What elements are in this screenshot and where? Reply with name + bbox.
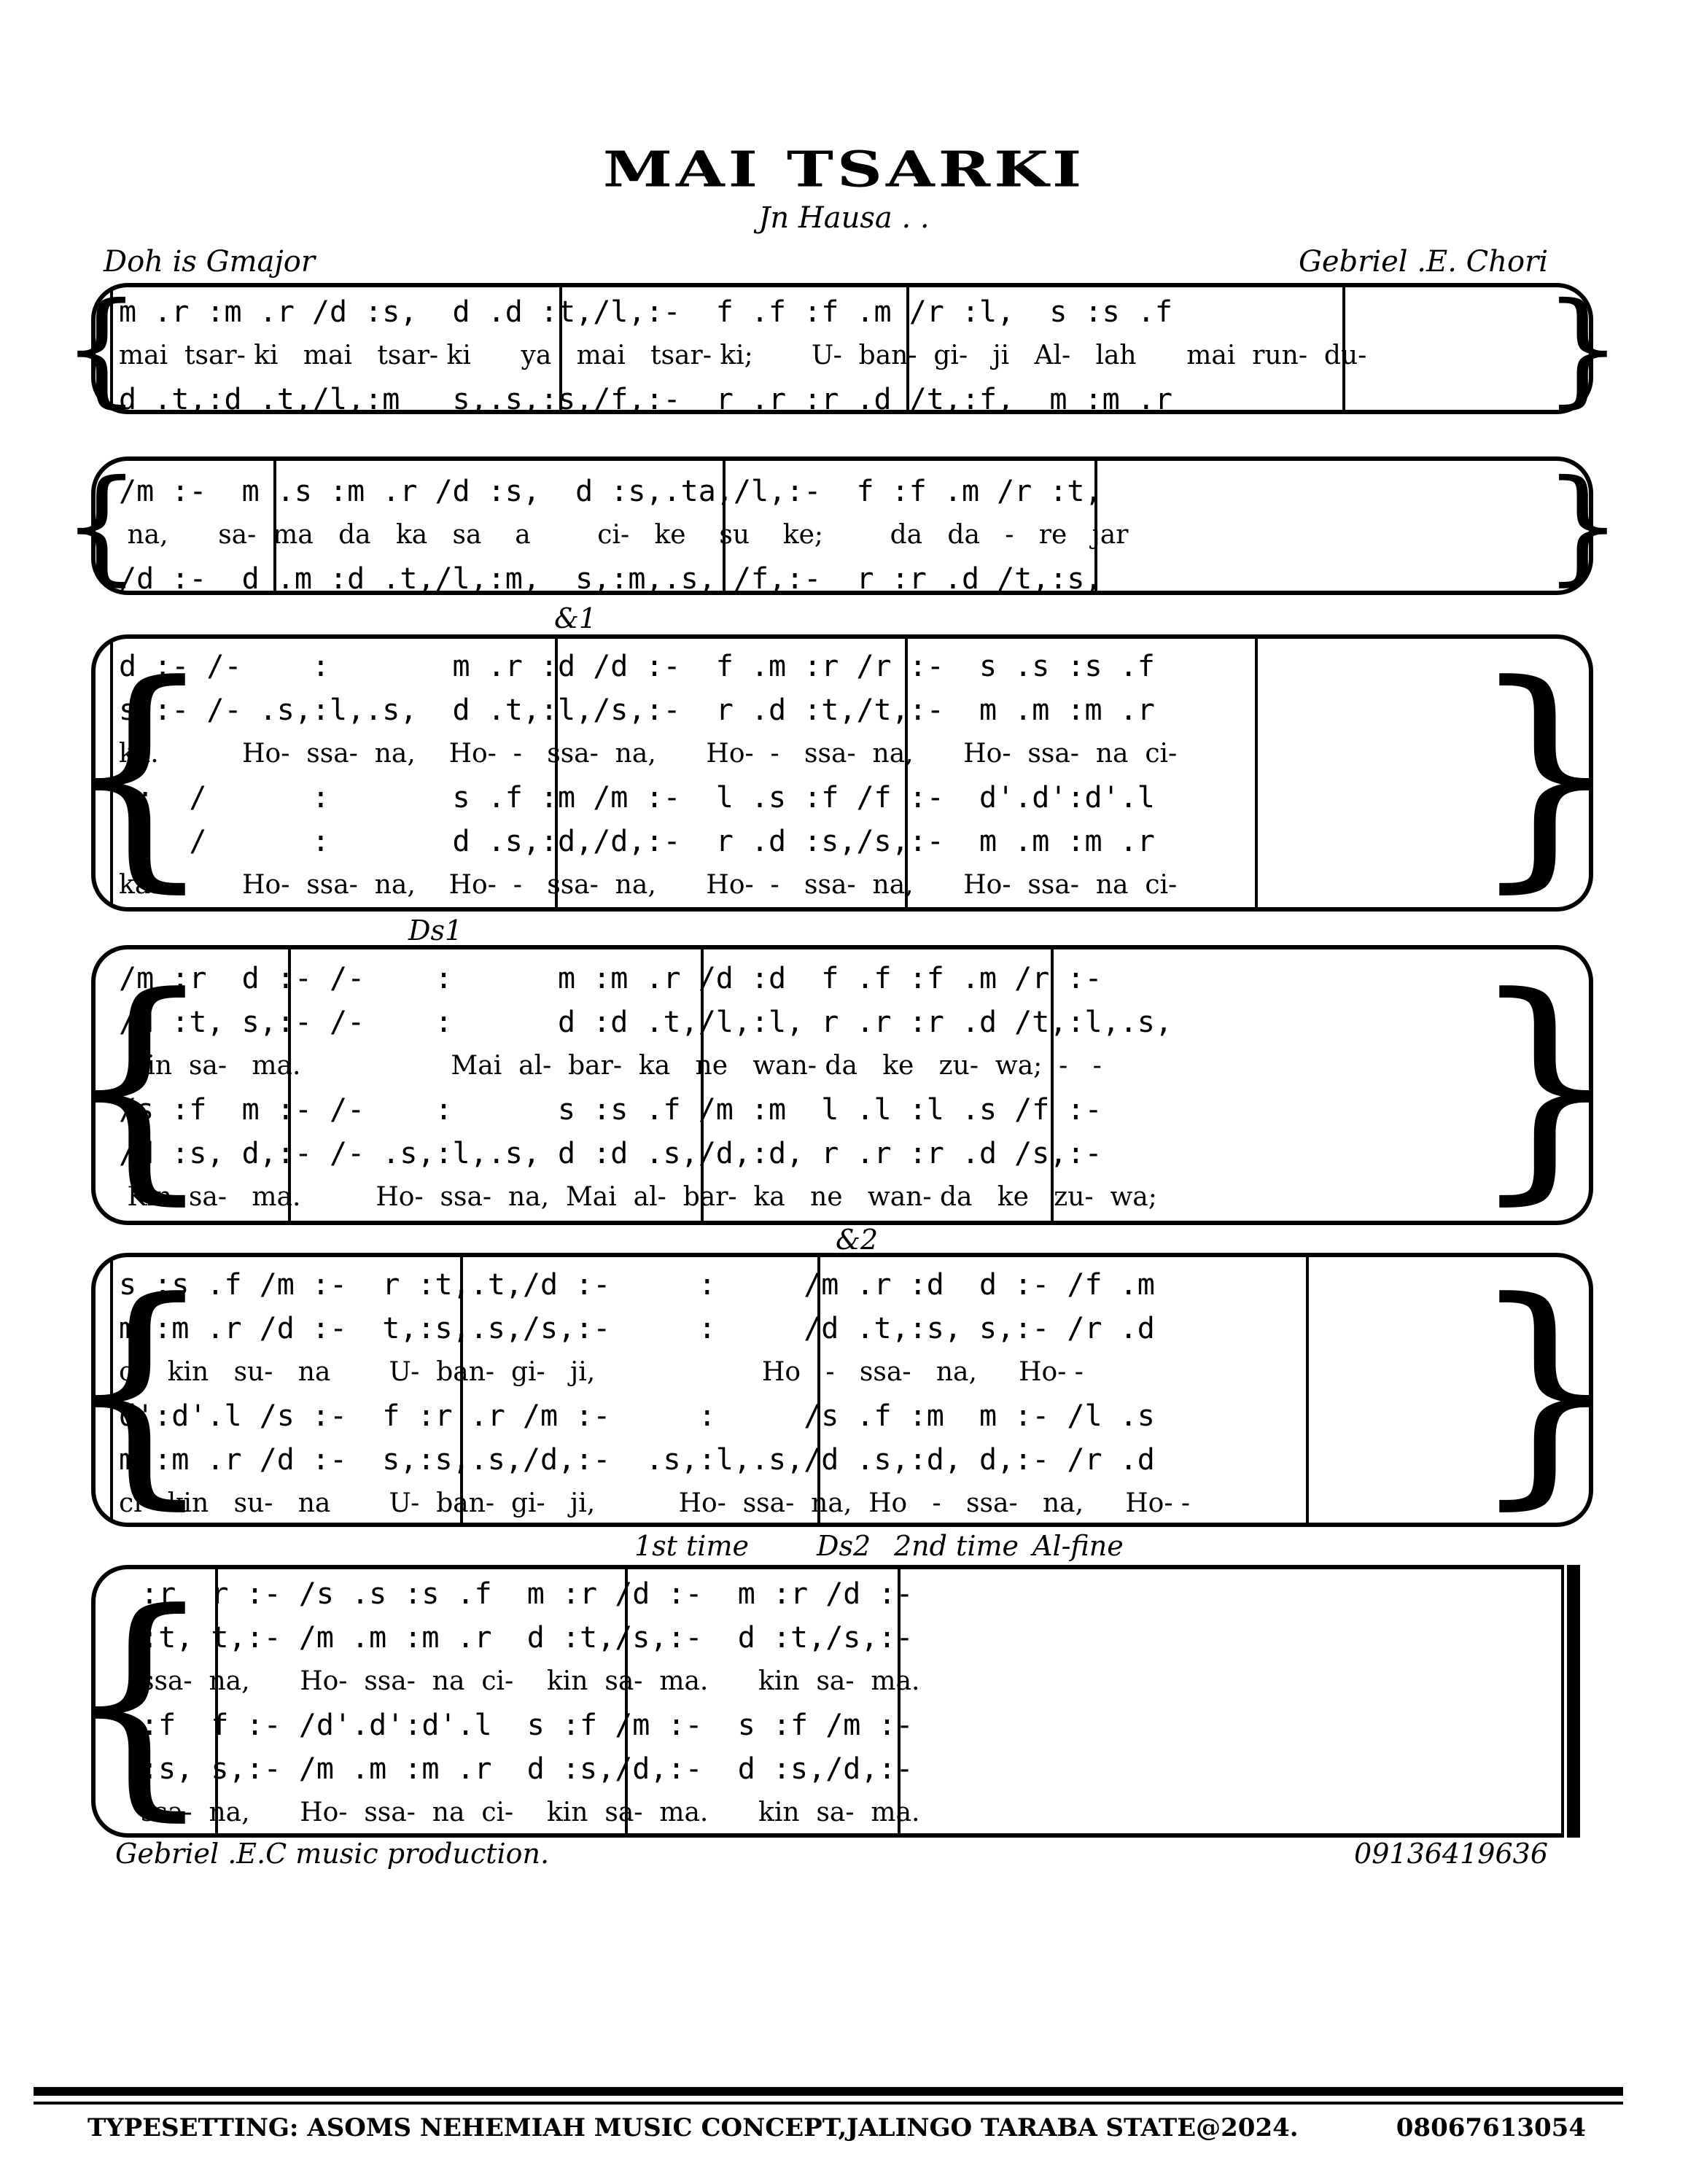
solfa-line: /m :r d :- /- : m :m .r /d :d f .f :f .m /r :- xyxy=(119,962,1102,995)
solfa-line: /s :f m :- /- : s :s .f /m :m l .l :l .s /f :- xyxy=(119,1093,1102,1127)
music-system-4 xyxy=(62,945,1622,1225)
music-system-6 xyxy=(62,1561,1564,1841)
lyric-line: ci- kin su- na U- ban- gi- ji, Ho- ssa- na, Ho - ssa- na, Ho- - xyxy=(119,1488,1191,1518)
lyric-line: ssa- na, Ho- ssa- na ci- kin sa- ma. kin sa- ma. xyxy=(141,1798,920,1827)
lyric-line: ssa- na, Ho- ssa- na ci- kin sa- ma. kin sa- ma. xyxy=(141,1666,920,1696)
solfa-line: s,:- /- .s,:l,.s, d .t,:l,/s,:- r .d :t,/t,:- m .m :m .r xyxy=(119,693,1155,727)
right-brace: } xyxy=(1543,454,1622,598)
first-time-marker: 1st time xyxy=(634,1530,749,1562)
right-brace: } xyxy=(1469,633,1622,913)
language-subtitle: Jn Hausa . . xyxy=(758,201,930,235)
barline xyxy=(110,287,113,410)
lyric-line: Kin sa- ma. Ho- ssa- na, Mai al- bar- ka ne wan- da ke zu- wa; xyxy=(119,1182,1157,1212)
song-title: MAI TSARKI xyxy=(602,141,1086,198)
right-brace: } xyxy=(1469,1250,1622,1530)
dal-segno-2-marker: Ds2 xyxy=(817,1530,871,1562)
left-brace: { xyxy=(62,454,141,598)
solfa-line: /d :t, s,:- /- : d :d .t,/l,:l, r .r :r .d /t,:l,.s, xyxy=(119,1006,1172,1039)
solfa-line: :s, s,:- /m .m :m .r d :s,/d,:- d :s,/d,:- xyxy=(141,1752,914,1786)
dal-segno-1-marker: Ds1 xyxy=(408,914,463,947)
left-brace: { xyxy=(62,1561,215,1841)
barline xyxy=(110,639,113,907)
lyric-line: mai tsar- ki mai tsar- ki ya mai tsar- ki; U- ban- gi- ji Al- lah mai run- du- xyxy=(119,341,1367,370)
solfa-line: /d :- d .m :d .t,/l,:m, s,:m,.s, /f,:- r :r .d /t,:s, xyxy=(119,562,1102,596)
lyric-line: Kin sa- ma. Mai al- bar- ka ne wan- da ke zu- wa; - - xyxy=(119,1051,1102,1081)
left-brace: { xyxy=(62,276,141,421)
lyric-line: ci- kin su- na U- ban- gi- ji, Ho - ssa- na, Ho- - xyxy=(119,1357,1084,1387)
solfa-line: : / : s .f :m /m :- l .s :f /f :- d'.d':d'.l xyxy=(119,781,1155,815)
composer-label: Gebriel .E. Chori xyxy=(1298,245,1548,279)
music-system-5 xyxy=(62,1250,1622,1530)
solfa-line: m .r :m .r /d :s, d .d :t,/l,:- f .f :f .m /r :l, s :s .f xyxy=(119,295,1172,329)
solfa-line: :f f :- /d'.d':d'.l s :f /m :- s :f /m :- xyxy=(141,1709,914,1742)
typesetting-credit: TYPESETTING: ASOMS NEHEMIAH MUSIC CONCEPT,JALINGO TARABA STATE@2024. xyxy=(87,2113,1299,2142)
final-thick-barline xyxy=(1567,1565,1580,1838)
right-brace: } xyxy=(1469,945,1622,1225)
solfa-line: d':d'.l /s :- f :r .r /m :- : /s .f :m m :- /l .s xyxy=(119,1399,1155,1433)
footer-rule-thin xyxy=(34,2102,1623,2105)
solfa-line: /m :- m .s :m .r /d :s, d :s,.ta,/l,:- f :f .m /r :t, xyxy=(119,475,1102,508)
solfa-line: : / : d .s,:d,/d,:- r .d :s,/s,:- m .m :m .r xyxy=(119,825,1155,858)
left-brace: { xyxy=(62,945,215,1225)
solfa-line: s :s .f /m :- r :t,.t,/d :- : /m .r :d d :- /f .m xyxy=(119,1268,1155,1302)
solfa-line: /d :s, d,:- /- .s,:l,.s, d :d .s,/d,:d, r .r :r .d /s,:- xyxy=(119,1137,1102,1170)
solfa-line: m :m .r /d :- s,:s,.s,/d,:- .s,:l,.s,/d .s,:d, d,:- /r .d xyxy=(119,1443,1155,1477)
solfa-line: m :m .r /d :- t,:s,.s,/s,:- : /d .t,:s, s,:- /r .d xyxy=(119,1312,1155,1345)
key-signature-label: Doh is Gmajor xyxy=(104,245,315,279)
solfa-line: d :- /- : m .r :d /d :- f .m :r /r :- s .s :s .f xyxy=(119,650,1155,683)
solfa-line: d .t,:d .t,/l,:m s,.s,:s,/f,:- r .r :r .d /t,:f, m :m .r xyxy=(119,383,1172,416)
al-fine-marker: Al-fine xyxy=(1032,1530,1124,1562)
music-system-1 xyxy=(62,276,1622,421)
segno-2-marker: &2 xyxy=(836,1224,879,1256)
lyric-line: ka. Ho- ssa- na, Ho- - ssa- na, Ho- - ssa- na, Ho- ssa- na ci- xyxy=(119,739,1178,769)
right-brace: } xyxy=(1543,276,1622,421)
left-brace: { xyxy=(62,1250,215,1530)
contact-phone: 09136419636 xyxy=(1354,1838,1548,1870)
lyric-line: na, sa- ma da ka sa a ci- ke su ke; da da - re jar xyxy=(119,520,1129,550)
solfa-line: :r r :- /s .s :s .f m :r /d :- m :r /d :- xyxy=(141,1577,914,1611)
production-credit: Gebriel .E.C music production. xyxy=(115,1838,550,1870)
music-system-3 xyxy=(62,633,1622,913)
barline xyxy=(110,1257,113,1523)
final-thin-barline xyxy=(1561,1565,1564,1838)
typesetter-phone: 08067613054 xyxy=(1396,2113,1586,2142)
music-system-2 xyxy=(62,454,1622,598)
footer-rule-thick xyxy=(34,2087,1623,2096)
left-brace: { xyxy=(62,633,215,913)
segno-1-marker: &1 xyxy=(554,602,597,634)
solfa-line: :t, t,:- /m .m :m .r d :t,/s,:- d :t,/s,:- xyxy=(141,1621,914,1655)
second-time-marker: 2nd time xyxy=(894,1530,1019,1562)
lyric-line: ka. Ho- ssa- na, Ho- - ssa- na, Ho- - ssa- na, Ho- ssa- na ci- xyxy=(119,870,1178,900)
